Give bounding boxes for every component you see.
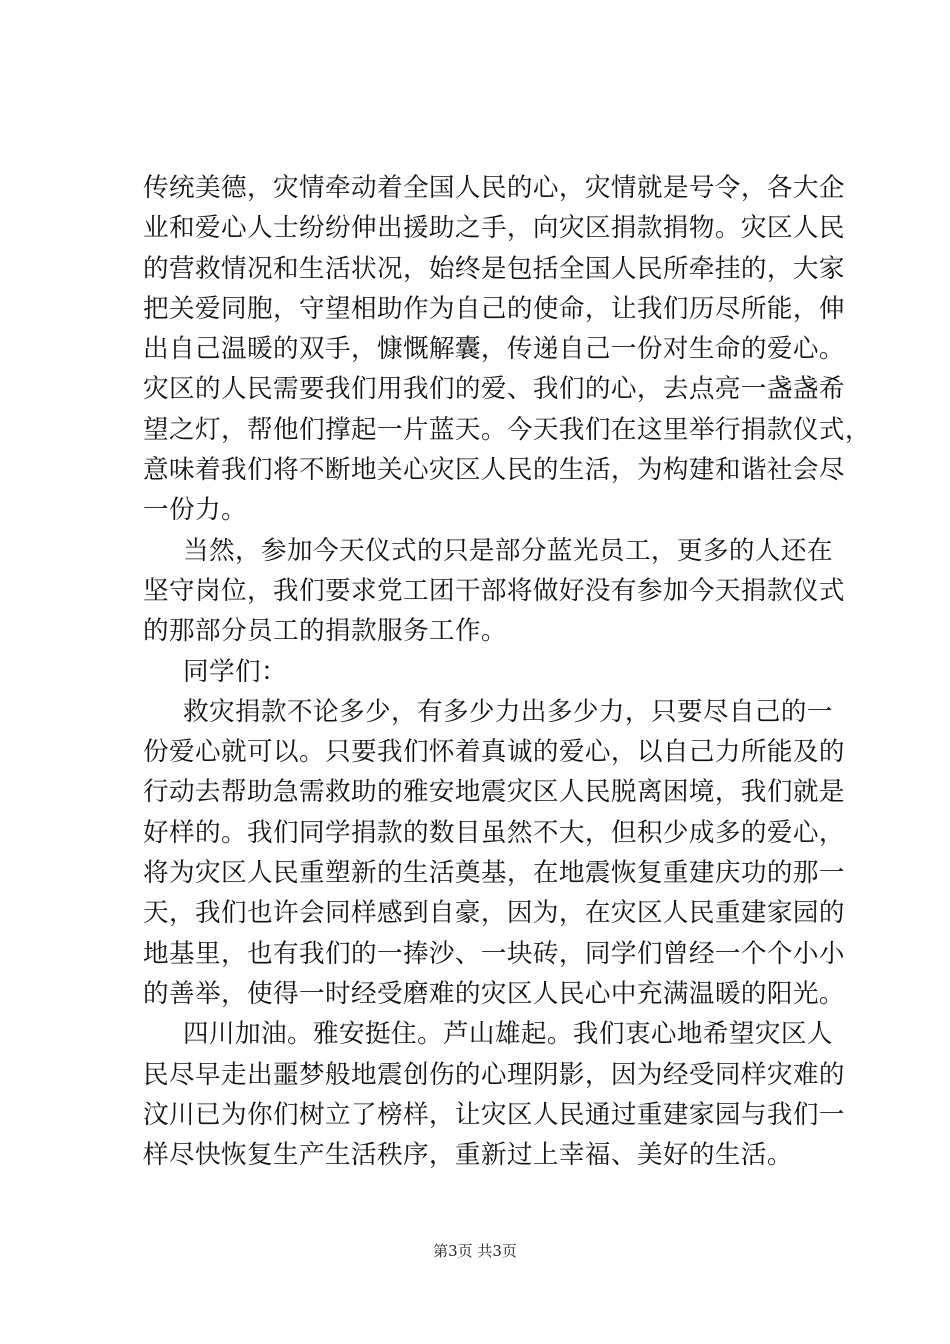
paragraph-start-line: 救灾捐款不论多少，有多少力出多少力，只要尽自己的一 <box>183 696 833 727</box>
salutation-line: 同学们： <box>183 656 287 687</box>
text-line: 一份力。 <box>143 495 247 526</box>
text-line: 坚守岗位，我们要求党工团干部将做好没有参加今天捐款仪式 <box>143 575 845 606</box>
text-line: 样尽快恢复生产生活秩序，重新过上幸福、美好的生活。 <box>143 1140 793 1171</box>
text-line: 业和爱心人士纷纷伸出援助之手，向灾区捐款捐物。灾区人民 <box>143 213 845 244</box>
text-line: 的善举，使得一时经受磨难的灾区人民心中充满温暖的阳光。 <box>143 978 845 1009</box>
text-line: 份爱心就可以。只要我们怀着真诚的爱心，以自己力所能及的 <box>143 737 845 768</box>
body-text <box>143 168 871 1175</box>
text-line: 传统美德，灾情牵动着全国人民的心，灾情就是号令，各大企 <box>143 173 845 203</box>
text-line: 汶川已为你们树立了榜样，让灾区人民通过重建家园与我们一 <box>143 1099 845 1130</box>
paragraph-start-line: 当然，参加今天仪式的只是部分蓝光员工，更多的人还在 <box>183 535 833 566</box>
text-line: 民尽早走出噩梦般地震创伤的心理阴影，因为经受同样灾难的 <box>143 1059 845 1090</box>
text-line: 地基里，也有我们的一捧沙、一块砖，同学们曾经一个个小小 <box>143 938 845 969</box>
text-line: 灾区的人民需要我们用我们的爱、我们的心，去点亮一盏盏希 <box>143 374 845 405</box>
text-line: 的营救情况和生活状况，始终是包括全国人民所牵挂的，大家 <box>143 253 845 284</box>
text-line: 把关爱同胞，守望相助作为自己的使命，让我们历尽所能，伸 <box>143 293 845 324</box>
text-line: 行动去帮助急需救助的雅安地震灾区人民脱离困境，我们就是 <box>143 777 845 808</box>
text-line: 的那部分员工的捐款服务工作。 <box>143 616 507 647</box>
text-line: 出自己温暖的双手，慷慨解囊，传递自己一份对生命的爱心。 <box>143 334 845 365</box>
text-line: 意味着我们将不断地关心灾区人民的生活，为构建和谐社会尽 <box>143 455 845 486</box>
page-number-footer: 第3页 共3页 <box>433 1242 517 1260</box>
text-line: 将为灾区人民重塑新的生活奠基，在地震恢复重建庆功的那一 <box>143 858 845 889</box>
text-line: 天，我们也许会同样感到自豪，因为，在灾区人民重建家园的 <box>143 898 845 929</box>
text-line: 望之灯，帮他们撑起一片蓝天。今天我们在这里举行捐款仪式， <box>143 414 871 445</box>
paragraph-start-line: 四川加油。雅安挺住。芦山雄起。我们衷心地希望灾区人 <box>183 1019 833 1050</box>
text-line: 好样的。我们同学捐款的数目虽然不大，但积少成多的爱心， <box>143 817 845 848</box>
